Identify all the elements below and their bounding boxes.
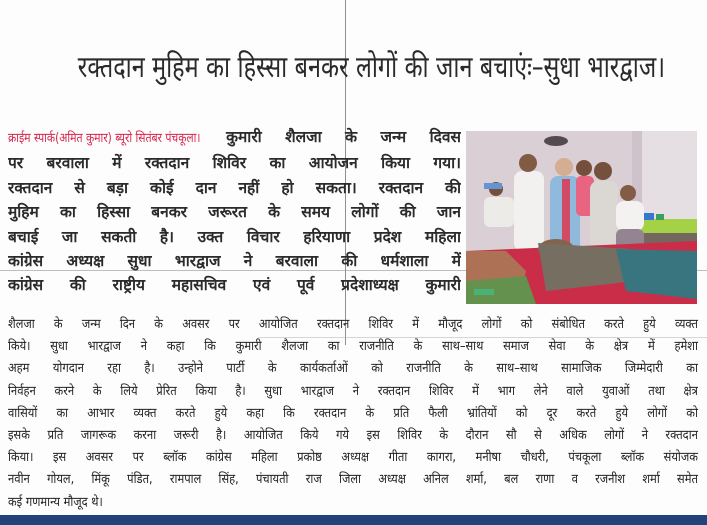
body-line-1: शैलजा के जन्म दिन के अवसर पर आयोजित रक्तदान शिविर में मौजूद लोगों को संबोधित करते हुये व्यक्त — [8, 317, 698, 332]
lead-line-7: कांग्रेस की राष्ट्रीय महासचिव एवं पूर्व प्रदेशाध्यक्ष कुमारी — [8, 276, 461, 295]
body-line-5: वासियों का आभार व्यक्त करते हुये कहा कि रक्तदान के प्रति फैली भ्रांतियों को दूर करते हुये लोगों को — [8, 405, 698, 421]
body-line-8: नवीन गोयल, मिंकू पंडित, रामपाल सिंह, पंचायती राज जिला अध्यक्ष अनिल शर्मा, बल राणा व रजनीश शर्मा समेत — [8, 472, 698, 488]
lead-line-6: कांग्रेस अध्यक्ष सुधा भारद्वाज ने बरवाला की धर्मशाला में — [8, 252, 461, 271]
body-line-9: कई गणमान्य मौजूद थे। — [8, 494, 103, 510]
body-line-4: निर्वहन करने के लिये प्रेरित किया है। सुधा भारद्वाज ने रक्तदान शिविर में भाग लेने वाले युवाओं तथा क्षेत्र — [8, 383, 698, 399]
bottom-color-bar — [0, 515, 707, 525]
blood-donation-camp-photo — [466, 131, 697, 304]
body-line-2: किये। सुधा भारद्वाज ने कहा कि कुमारी शैलजा का राजनीति के साथ–साथ समाज सेवा के क्षेत्र में हमेशा — [8, 339, 698, 355]
lead-line-1 — [8, 125, 461, 151]
headline: रक्तदान मुहिम का हिस्सा बनकर लोगों की जान बचाएंः–सुधा भारद्वाज। — [77, 50, 666, 85]
body-paragraph — [8, 314, 698, 514]
lead-paragraph — [8, 125, 461, 298]
lead-line-4: मुहिम का हिस्सा बनकर जरूरत के समय लोगों की जान — [8, 203, 461, 222]
body-line-3: अहम योगदान रहा है। उन्होने पार्टी के कार्यकर्ताओं को राजनीति के साथ–साथ सामाजिक जिम्मेदारी का — [8, 361, 698, 377]
lead-line-3: रक्तदान से बड़ा कोई दान नहीं हो सकता। रक्तदान की — [8, 178, 461, 197]
lead-line-2: पर बरवाला में रक्तदान शिविर का आयोजन किया गया। — [8, 154, 461, 173]
body-line-6: इसके प्रति जागरूक करना जरूरी है। आयोजित किये गये इस शिविर के दौरान सौ से अधिक लोगों ने रक्तदान — [8, 428, 698, 444]
body-line-7: किया। इस अवसर पर ब्लॉक कांग्रेस महिला प्रकोष्ठ अध्यक्ष गीता कागरा, मनीषा चौधरी, पंचकूला ब्लॉक संयोजक — [8, 450, 698, 466]
dateline: क्राईम स्पार्क(अमित कुमार) ब्यूरो सितंबर पंचकूला। — [8, 131, 201, 146]
news-photo — [466, 131, 697, 304]
lead-line-text: कुमारी शैलजा के जन्म दिवस — [226, 128, 461, 146]
lead-line-5: बचाई जा सकती है। उक्त विचार हरियाणा प्रदेश महिला — [8, 227, 461, 246]
